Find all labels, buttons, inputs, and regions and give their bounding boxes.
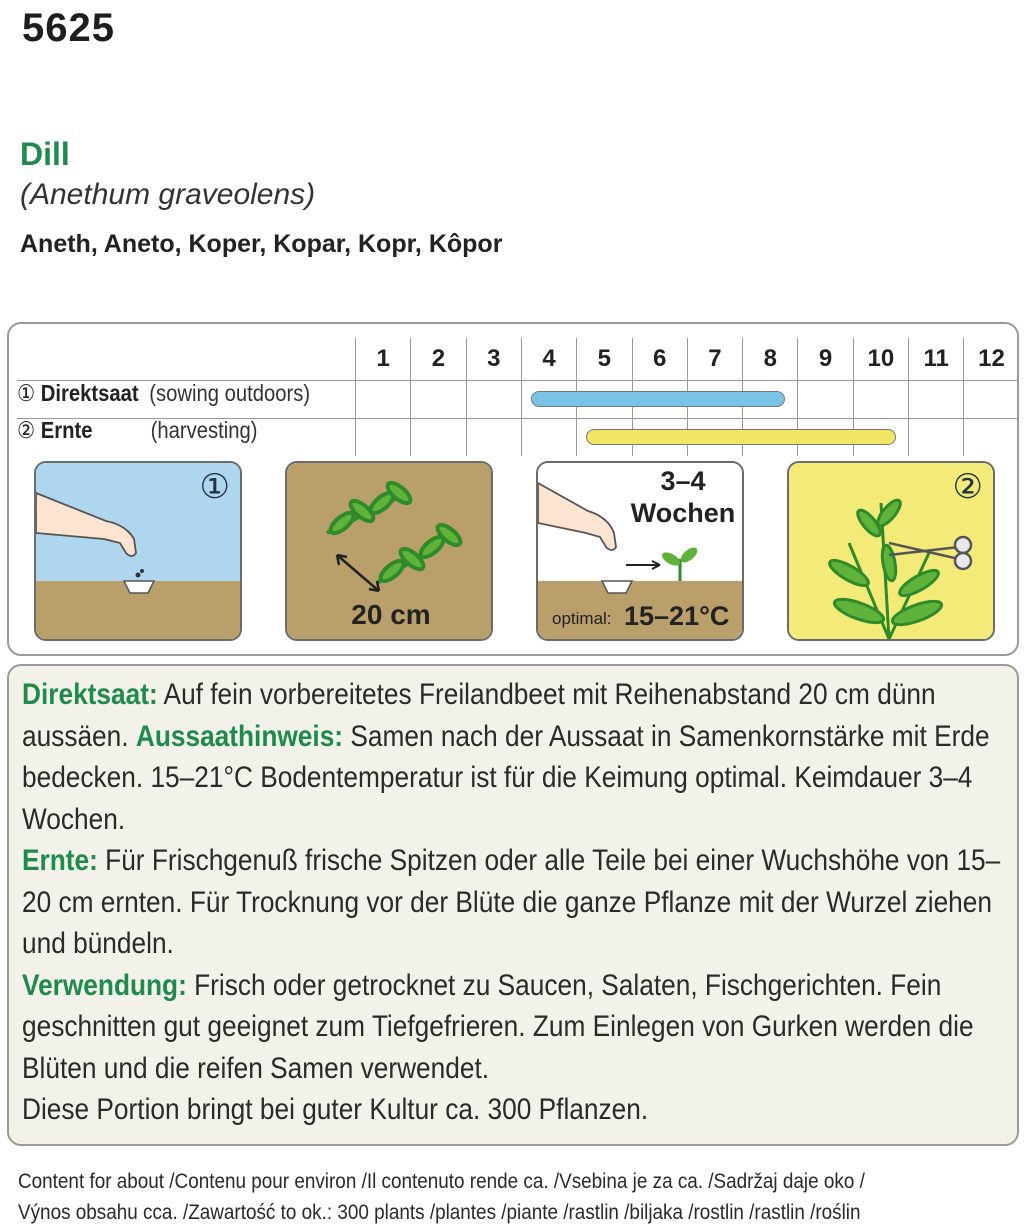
grid-hline xyxy=(17,418,1019,419)
text-aussaathinweis: Samen nach der Aussaat in Samenkornstärke mit Erde bedecken. 15–21°C Bodentemperatur ist für die Keimung optimal. Keimdauer 3–4 Wochen. xyxy=(22,719,990,836)
kw-direktsaat: Direktsaat: xyxy=(22,678,158,711)
month-2: 2 xyxy=(410,338,465,380)
spacing-label: 20 cm xyxy=(351,599,431,630)
temperature-label: 15–21°C xyxy=(624,601,730,631)
row-ernte-label: ② Ernte (harvesting) xyxy=(17,417,258,443)
text-verwendung: Frisch oder getrocknet zu Saucen, Salaten, Fischgerichten. Fein geschnitten gut geeignet zum Tiefgefrieren. Zum Einlegen von Gurken werden die Blüten und die reifen Samen verwendet. xyxy=(22,968,974,1085)
plant-name: Dill xyxy=(20,136,70,172)
month-12: 12 xyxy=(963,338,1018,380)
sowing-calendar xyxy=(9,324,1019,456)
month-5: 5 xyxy=(576,338,631,380)
kw-aussaathinweis: Aussaathinweis: xyxy=(135,719,344,753)
panel-harvest xyxy=(787,461,995,641)
other-names: Aneth, Aneto, Koper, Kopar, Kopr, Kôpor xyxy=(20,230,503,258)
marker-1-icon: ① xyxy=(17,380,36,406)
month-1: 1 xyxy=(355,338,410,380)
grid-hline xyxy=(17,380,1019,381)
panel-sowing xyxy=(34,461,242,641)
panel-spacing xyxy=(285,461,493,641)
text-direktsaat: Auf fein vorbereitetes Freilandbeet mit Reihenabstand 20 cm dünn aussäen. xyxy=(22,678,936,753)
sowing-period-bar xyxy=(531,391,786,407)
kw-verwendung: Verwendung: xyxy=(22,968,187,1002)
instructions-box xyxy=(7,664,1019,1146)
row-direktsaat-label: ① Direktsaat (sowing outdoors) xyxy=(17,380,311,406)
panel-germination xyxy=(536,461,744,641)
kw-ernte: Ernte: xyxy=(22,844,98,877)
footer-line-1: Content for about /Contenu pour environ /Il contenuto rende ca. /Vsebina je za ca. /Sadržaj daje oko / xyxy=(18,1170,865,1193)
calendar-box xyxy=(7,322,1019,656)
month-11: 11 xyxy=(908,338,963,380)
month-6: 6 xyxy=(632,338,687,380)
month-10: 10 xyxy=(853,338,908,380)
harvest-period-bar xyxy=(586,429,896,445)
month-grid xyxy=(355,338,1019,456)
product-code: 5625 xyxy=(22,6,115,50)
month-3: 3 xyxy=(466,338,521,380)
text-portion: Diese Portion bringt bei guter Kultur ca. 300 Pflanzen. xyxy=(22,1093,649,1126)
latin-name: (Anethum graveolens) xyxy=(20,178,316,211)
weeks-number: 3–4 xyxy=(660,466,706,496)
month-7: 7 xyxy=(687,338,742,380)
panel-marker-1-icon: ① xyxy=(199,468,230,506)
optimal-label: optimal: xyxy=(552,609,612,628)
month-9: 9 xyxy=(797,338,852,380)
footer-line-2: Výnos obsahu cca. /Zawartość to ok.: 300 plants /plantes /piante /rastlin /biljaka /rostlin /rastlin /roślin xyxy=(18,1201,861,1224)
marker-2-icon: ② xyxy=(17,417,36,443)
panel-marker-2-icon: ② xyxy=(952,468,983,506)
content-footer xyxy=(18,1166,1013,1228)
weeks-label: Wochen xyxy=(630,498,736,528)
month-4: 4 xyxy=(521,338,576,380)
month-8: 8 xyxy=(742,338,797,380)
instructions-text xyxy=(22,674,1008,1131)
text-ernte: Für Frischgenuß frische Spitzen oder alle Teile bei einer Wuchshöhe von 15–20 cm ernten. Für Trocknung vor der Blüte die ganze Pflanze mit der Wurzel ziehen und bündeln. xyxy=(22,844,1001,960)
